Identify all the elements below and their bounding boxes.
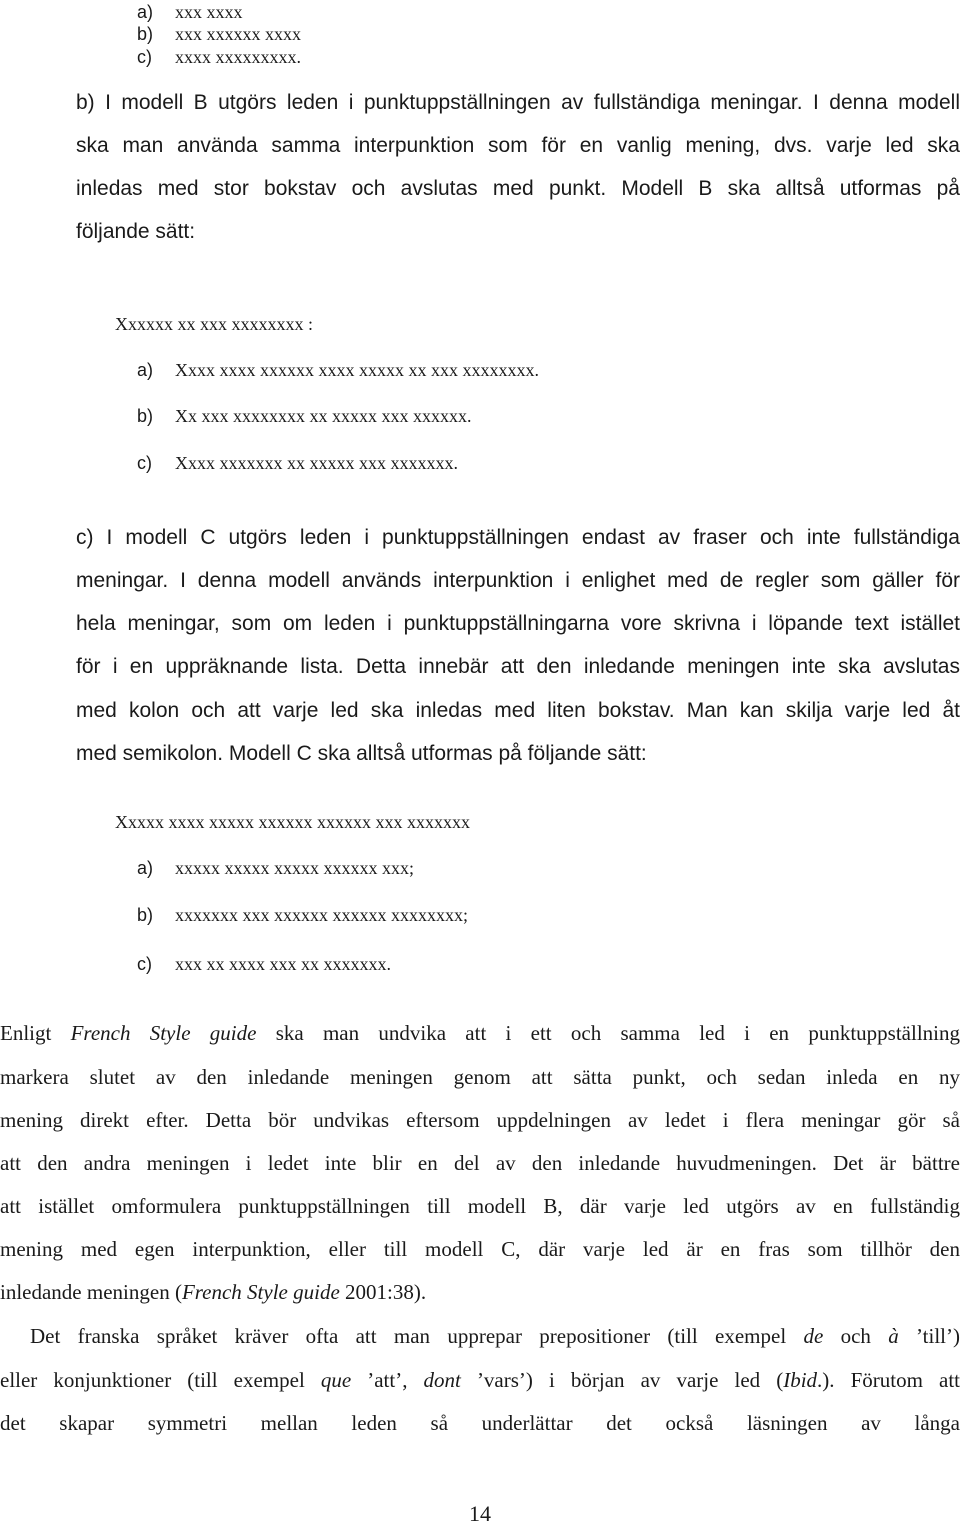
text-line: c) I modell C utgörs leden i punktuppställningen endast av fraser och inte fullständiga — [76, 526, 960, 549]
model-b-example-intro: Xxxxxx xx xxx xxxxxxxx : — [115, 314, 313, 334]
list-text: xxxxx xxxxx xxxxx xxxxxx xxx; — [175, 858, 415, 878]
list-marker: c) — [137, 954, 152, 974]
text-line: mening direkt efter. Detta bör undvikas eftersom uppdelningen av ledet i flera meningar gör så — [0, 1108, 960, 1132]
text-line — [0, 1366, 960, 1394]
text-line: b) I modell B utgörs leden i punktuppställningen av fullständiga meningar. I denna modell — [76, 91, 960, 114]
text-span: eller konjunktioner (till exempel — [0, 1368, 321, 1392]
text-line: hela meningar, som om leden i punktuppställningarna vore skrivna i löpande text istället — [76, 612, 960, 635]
list-text: xxx xxxx — [175, 2, 243, 22]
text-line: markera slutet av den inledande meningen genom att sätta punkt, och sedan inleda en ny — [0, 1065, 960, 1089]
text-span: inledande meningen ( — [0, 1280, 182, 1304]
text-span: .). Förutom att — [817, 1368, 960, 1392]
italic-word: Ibid — [783, 1368, 818, 1392]
list-marker: b) — [137, 905, 154, 925]
list-marker: c) — [137, 47, 152, 67]
italic-word: que — [320, 1368, 352, 1392]
list-marker: a) — [137, 2, 154, 22]
text-line: inledas med stor bokstav och avslutas med punkt. Modell B ska alltså utformas på — [76, 177, 960, 200]
italic-word: dont — [423, 1368, 461, 1392]
italic-title: French Style guide — [181, 1280, 340, 1304]
text-line: för i en uppräknande lista. Detta innebär att den inledande meningen inte ska avslutas — [76, 655, 960, 678]
list-marker: a) — [137, 360, 154, 380]
text-line: följande sätt: — [76, 220, 196, 243]
text-line: det skapar symmetri mellan leden så underlättar det också läsningen av långa — [0, 1411, 960, 1435]
text-line — [0, 1019, 960, 1047]
text-line: med kolon och att varje led ska inledas med liten bokstav. Man kan skilja varje led åt — [76, 699, 960, 722]
text-span: Enligt — [0, 1021, 71, 1045]
list-text: xxxxxxx xxx xxxxxx xxxxxx xxxxxxxx; — [175, 905, 469, 925]
text-line: ska man använda samma interpunktion som för en vanlig mening, dvs. varje led ska — [76, 134, 960, 157]
list-marker: c) — [137, 453, 152, 473]
text-line — [0, 1278, 426, 1306]
text-line — [30, 1322, 960, 1350]
text-line: att den andra meningen i ledet inte blir en del av den inledande huvudmeningen. Det är bättre — [0, 1151, 960, 1175]
italic-word: à — [888, 1324, 899, 1348]
list-text: Xxxx xxxx xxxxxx xxxx xxxxx xx xxx xxxxxxxx. — [175, 360, 539, 380]
model-c-example-intro: Xxxxx xxxx xxxxx xxxxxx xxxxxx xxx xxxxxxx — [115, 812, 470, 832]
text-span: ska man undvika att i ett och samma led i en punktuppställning — [256, 1021, 960, 1045]
text-line: mening med egen interpunktion, eller till modell C, där varje led är en fras som tillhör den — [0, 1237, 960, 1261]
list-marker: b) — [137, 406, 154, 426]
text-line: att istället omformulera punktuppställningen till modell B, där varje led utgörs av en fullständig — [0, 1194, 960, 1218]
text-line: med semikolon. Modell C ska alltså utformas på följande sätt: — [76, 742, 647, 765]
text-span: ’vars’) i början av varje led ( — [460, 1368, 784, 1392]
list-marker: b) — [137, 24, 154, 44]
page-number: 14 — [469, 1501, 491, 1526]
list-text: xxx xx xxxx xxx xx xxxxxxx. — [175, 954, 391, 974]
italic-word: de — [803, 1324, 824, 1348]
text-span: och — [823, 1324, 889, 1348]
list-text: Xx xxx xxxxxxxx xx xxxxx xxx xxxxxx. — [175, 406, 472, 426]
list-text: Xxxx xxxxxxx xx xxxxx xxx xxxxxxx. — [175, 453, 458, 473]
text-line: meningar. I denna modell används interpunktion i enlighet med de regler som gäller för — [76, 569, 960, 592]
list-text: xxxx xxxxxxxxx. — [175, 47, 301, 67]
italic-title: French Style guide — [70, 1021, 257, 1045]
text-span: Det franska språket kräver ofta att man upprepar prepositioner (till exempel — [30, 1324, 804, 1348]
list-marker: a) — [137, 858, 154, 878]
text-span: 2001:38). — [339, 1280, 427, 1304]
text-span: ’att’, — [351, 1368, 424, 1392]
list-text: xxx xxxxxx xxxx — [175, 24, 301, 44]
text-span: ’till’) — [898, 1324, 960, 1348]
